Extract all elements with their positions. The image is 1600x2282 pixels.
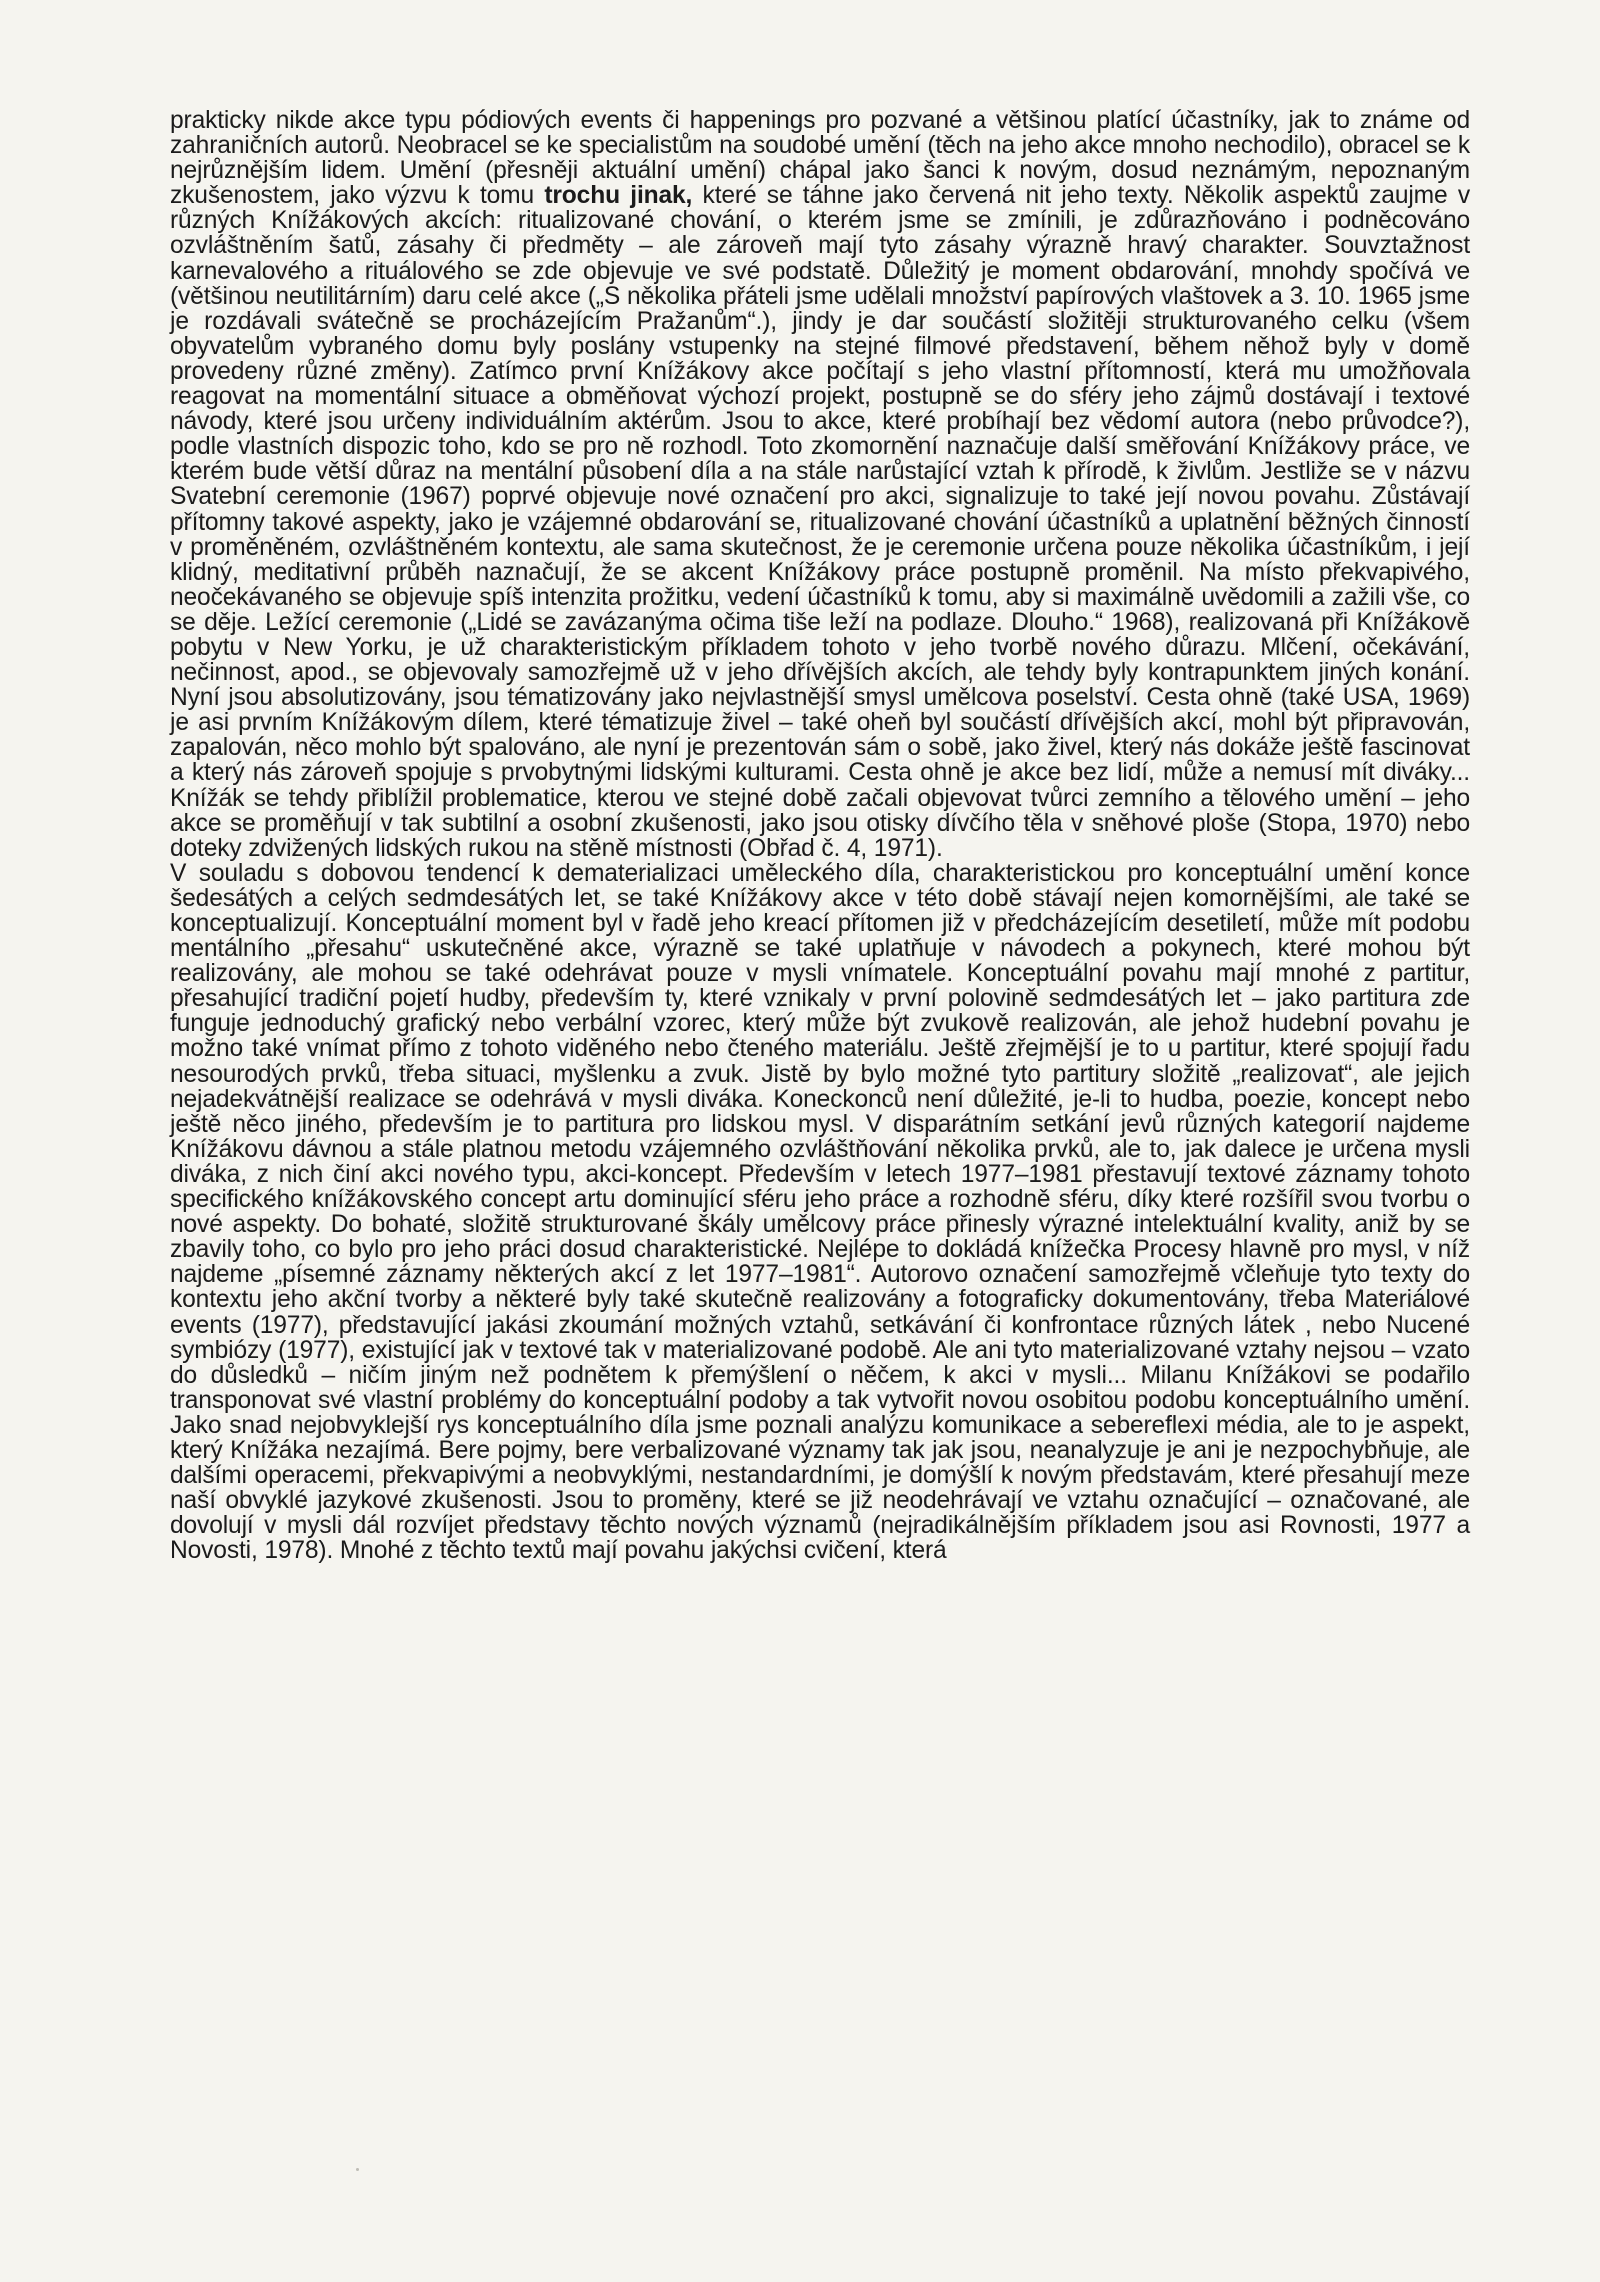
paper-speck <box>356 2168 359 2171</box>
paragraph-1-text-after: které se táhne jako červená nit jeho texty. Několik aspektů zaujme v různých Knížákových akcích: ritualizované chování, o kterém jsme se zmínili, je zdůrazňováno i podněcováno ozvláštněním šatů, zásahy či předměty – ale zároveň mají tyto zásahy výrazně hravý charakter. Souvztažnost karnevalového a rituálového se zde objevuje ve své podstatě. Důležitý je moment obdarování, mnohdy spočívá ve (většinou neutilitárním) daru celé akce („S několika přáteli jsme udělali množství papírových vlaštovek a 3. 10. 1965 jsme je rozdávali svátečně se procházejícím Pražanům“.), jindy je dar součástí složitěji strukturovaného celku (všem obyvatelům vybraného domu byly poslány vstupenky na stejné filmové představení, během něhož byly v domě provedeny různé změny). Zatímco první Knížákovy akce počítají s jeho vlastní přítomností, která mu umožňovala reagovat na momentální situace a obměňovat výchozí projekt, postupně se do sféry jeho zájmů dostávají i textové návody, které jsou určeny individuálním aktérům. Jsou to akce, které probíhají bez vědomí autora (nebo průvodce?), podle vlastních dispozic toho, kdo se pro ně rozhodl. Toto zkomornění naznačuje další směřování Knížákovy práce, ve kterém bude větší důraz na mentální působení díla a na stále narůstající vztah k přírodě, k živlům. Jestliže se v názvu Svatební ceremonie (1967) poprvé objevuje nové označení pro akci, signalizuje to také její novou povahu. Zůstávají přítomny takové aspekty, jako je vzájemné obdarování se, ritualizované chování účastníků a uplatnění běžných činností v proměněném, ozvláštněném kontextu, ale sama skutečnost, že je ceremonie určena pouze několika účastníkům, i její klidný, meditativní průběh naznačují, že se akcent Knížákovy práce postupně proměnil. Na místo překvapivého, neočekávaného se objevuje spíš intenzita prožitku, vedení účastníků k tomu, aby si maximálně uvědomili a zažili vše, co se děje. Ležící ceremonie („Lidé se zavázanýma očima tiše leží na podlaze. Dlouho.“ 1968), realizovaná při Knížákově pobytu v New Yorku, je už charakteristickým příkladem tohoto v jeho tvorbě nového důrazu. Mlčení, očekávání, nečinnost, apod., se objevovaly samozřejmě už v jeho dřívějších akcích, ale tehdy byly kontrapunktem jiných konání. Nyní jsou absolutizovány, jsou tématizovány jako nejvlastnější smysl umělcova poselství. Cesta ohně (také USA, 1969) je asi prvním Knížákovým dílem, které tématizuje živel – také oheň byl součástí dřívějších akcí, mohl být připravován, zapalován, něco mohlo být spalováno, ale nyní je prezentován sám o sobě, jako živel, který nás dokáže ještě fascinovat a který nás zároveň spojuje s prvobytnými lidskými kulturami. Cesta ohně je akce bez lidí, může a nemusí mít diváky... Knížák se tehdy přiblížil problematice, kterou ve stejné době začali objevovat tvůrci zemního a tělového umění – jeho akce se proměňují v tak subtilní a osobní zkušenosti, jako jsou otisky dívčího těla v sněhové ploše (Stopa, 1970) nebo doteky zdvižených lidských rukou na stěně místnosti (Obřad č. 4, 1971). <box>170 182 1470 862</box>
paragraph-1-emphasis: trochu jinak, <box>544 182 693 210</box>
paragraph-2-text: V souladu s dobovou tendencí k dematerializaci uměleckého díla, charakteristickou pro konceptuální umění konce šedesátých a celých sedmdesátých let, se také Knížákovy akce v této době stávají nejen komornějšími, ale také se konceptualizují. Konceptuální moment byl v řadě jeho kreací přítomen již v předcházejícím desetiletí, může mít podobu mentálního „přesahu“ uskutečněné akce, výrazně se také uplatňuje v návodech a pokynech, které mohou být realizovány, ale mohou se také odehrávat pouze v mysli vnímatele. Konceptuální povahu mají mnohé z partitur, přesahující tradiční pojetí hudby, především ty, které vznikaly v první polovině sedmdesátých let – jako partitura zde funguje jednoduchý grafický nebo verbální vzorec, který může být zvukově realizován, ale jehož hudební povahu je možno také vnímat přímo z tohoto viděného nebo čteného materiálu. Ještě zřejmější je to u partitur, které spojují řadu nesourodých prvků, třeba situaci, myšlenku a zvuk. Jistě by bylo možné tyto partitury složitě „realizovat“, ale jejich nejadekvátnější realizace se odehrává v mysli diváka. Koneckonců není důležité, je-li to hudba, poezie, koncept nebo ještě něco jiného, především je to partitura pro lidskou mysl. V disparátním setkání jevů různých kategorií najdeme Knížákovu dávnou a stále platnou metodu vzájemného ozvláštňování několika prvků, ale to, jak dalece je určena mysli diváka, z nich činí akci nového typu, akci-koncept. Především v letech 1977–1981 přestavují textové záznamy tohoto specifického knížákovského concept artu dominující sféru jeho práce a rozhodně sféru, díky které rozšířil svou tvorbu o nové aspekty. Do bohaté, složitě strukturované škály umělcovy práce přinesly výrazné intelektuální kvality, aniž by se zbavily toho, co bylo pro jeho práci dosud charakteristické. Nejlépe to dokládá knížečka Procesy hlavně pro mysl, v níž najdeme „písemné záznamy některých akcí z let 1977–1981“. Autorovo označení samozřejmě včleňuje tyto texty do kontextu jeho akční tvorby a některé byly také skutečně realizovány a fotograficky dokumentovány, třeba Materiálové events (1977), představující jakási zkoumání možných vztahů, setkávání či konfrontace různých látek , nebo Nucené symbiózy (1977), existující jak v textové tak v materializované podobě. Ale ani tyto materializované vztahy nejsou – vzato do důsledků – ničím jiným než podnětem k přemýšlení o něčem, k akci v mysli... Milanu Knížákovi se podařilo transponovat své vlastní problémy do konceptuální podoby a tak vytvořit novou osobitou podobu konceptuálního umění. Jako snad nejobvyklejší rys konceptuálního díla jsme poznali analýzu komunikace a sebereflexi média, ale to je aspekt, který Knížáka nezajímá. Bere pojmy, bere verbalizované významy tak jak jsou, neanalyzuje je ani je nezpochybňuje, ale dalšími operacemi, překvapivými a neobvyklými, nestandardními, je domýšlí k novým představám, které přesahují meze naší obvyklé jazykové zkušenosti. Jsou to proměny, které se již neodehrávají ve vztahu označující – označované, ale dovolují v mysli dál rozvíjet představy těchto nových významů (nejradikálnějším příkladem jsou asi Rovnosti, 1977 a Novosti, 1978). Mnohé z těchto textů mají povahu jakýchsi cvičení, která <box>170 859 1470 1565</box>
paragraph-1 <box>170 108 1470 861</box>
paragraph-2 <box>170 861 1470 1564</box>
paragraph-1-text-before: prakticky nikde akce typu pódiových events či happenings pro pozvané a většinou platící účastníky, jak to známe od zahraničních autorů. Neobracel se ke specialistům na soudobé umění (těch na jeho akce mnoho nechodilo), obracel se k nejrůznějším lidem. Umění (přesněji aktuální umění) chápal jako šanci k novým, dosud neznámým, nepoznaným zkušenostem, jako výzvu k tomu <box>170 107 1470 210</box>
body-text <box>170 108 1470 1563</box>
